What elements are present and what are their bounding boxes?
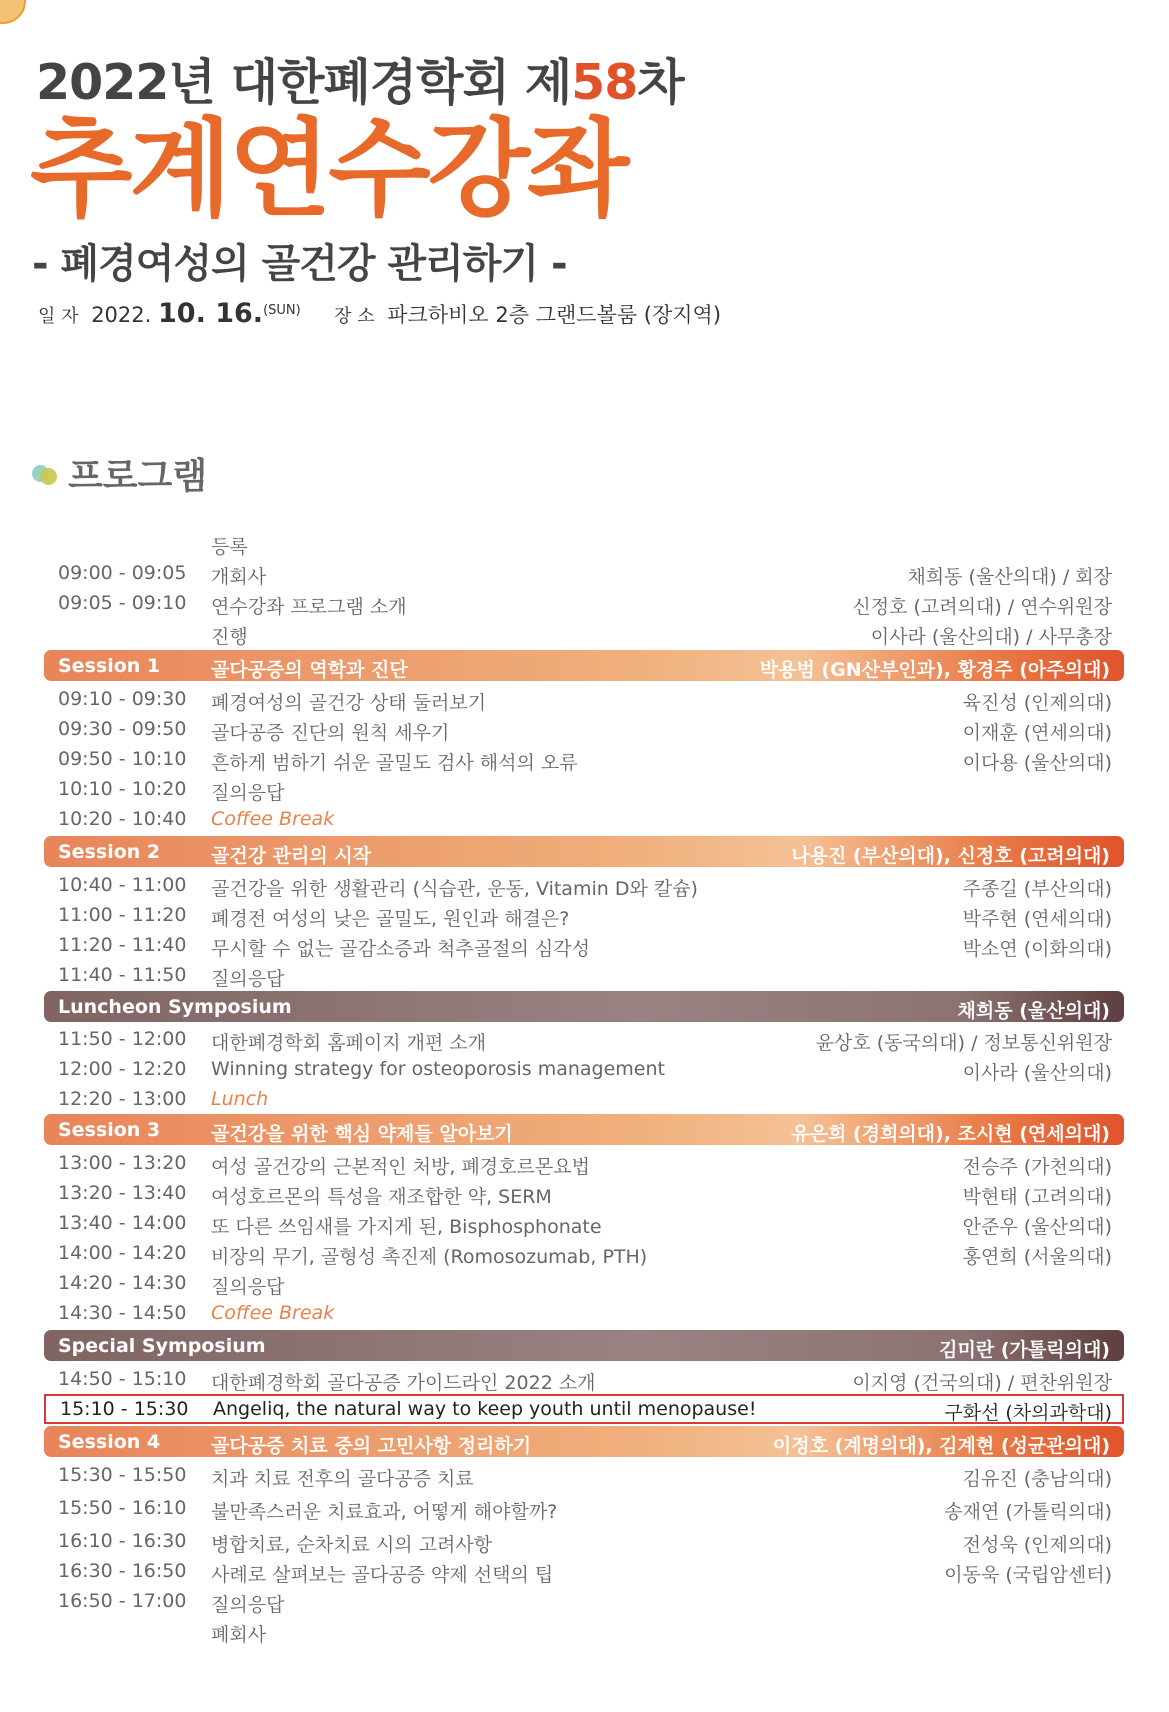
program-row	[44, 618, 1124, 648]
program-row	[44, 900, 1124, 930]
row-title: 골건강을 위한 생활관리 (식습관, 운동, Vitamin D와 칼슘)	[211, 878, 698, 900]
bullet-dots-icon	[32, 463, 60, 485]
row-title: 질의응답	[211, 1276, 285, 1298]
subtitle: - 폐경여성의 골건강 관리하기 -	[32, 241, 567, 287]
program-row	[44, 528, 1124, 558]
row-speaker: 이사라 (울산의대) / 사무총장	[870, 626, 1112, 648]
row-time: 10:40 - 11:00	[58, 874, 187, 896]
row-title: 흔하게 범하기 쉬운 골밀도 검사 해석의 오류	[211, 752, 578, 774]
row-title: 사례로 살펴보는 골다공증 약제 선택의 팁	[211, 1564, 554, 1586]
row-time: 11:20 - 11:40	[58, 934, 187, 956]
row-time: 11:40 - 11:50	[58, 964, 187, 986]
program-row	[44, 1298, 1124, 1328]
session-chairs: 김미란 (가톨릭의대)	[939, 1339, 1110, 1361]
session-theme: 골건강을 위한 핵심 약제들 알아보기	[211, 1123, 513, 1145]
row-time: 10:10 - 10:20	[58, 778, 187, 800]
row-speaker: 이동욱 (국립암센터)	[944, 1564, 1112, 1586]
row-speaker: 채희동 (울산의대) / 회장	[907, 566, 1112, 588]
session-name: Session 3	[58, 1119, 161, 1141]
row-title: 폐경전 여성의 낮은 골밀도, 원인과 해결은?	[211, 908, 570, 930]
program-row	[44, 1178, 1124, 1208]
row-time: 16:30 - 16:50	[58, 1560, 187, 1582]
row-time: 09:05 - 09:10	[58, 592, 187, 614]
session-theme: 골건강 관리의 시작	[211, 845, 372, 867]
row-title: 진행	[211, 626, 248, 648]
row-title: 폐회사	[211, 1624, 267, 1646]
row-title: 비장의 무기, 골형성 촉진제 (Romosozumab, PTH)	[211, 1246, 648, 1268]
event-title: 2022년 대한폐경학회 제58차	[36, 54, 684, 111]
program-row	[44, 774, 1124, 804]
session-chairs: 이정호 (계명의대), 김계현 (성균관의대)	[772, 1435, 1110, 1457]
row-title: 질의응답	[211, 1594, 285, 1616]
row-speaker: 박소연 (이화의대)	[962, 938, 1112, 960]
row-title: Coffee Break	[211, 1302, 335, 1324]
row-speaker: 전성욱 (인제의대)	[962, 1534, 1112, 1556]
row-speaker: 주종길 (부산의대)	[962, 878, 1112, 900]
row-speaker: 이재훈 (연세의대)	[962, 722, 1112, 744]
session-name: Session 2	[58, 841, 161, 863]
program-row	[44, 870, 1124, 900]
row-title: 무시할 수 없는 골감소증과 척추골절의 심각성	[211, 938, 590, 960]
program-row	[44, 804, 1124, 834]
session-header	[44, 991, 1124, 1022]
session-chairs: 유은희 (경희의대), 조시현 (연세의대)	[791, 1123, 1110, 1145]
row-time: 09:10 - 09:30	[58, 688, 187, 710]
row-time: 10:20 - 10:40	[58, 808, 187, 830]
row-title: 대한폐경학회 골다공증 가이드라인 2022 소개	[211, 1372, 596, 1394]
row-title: 연수강좌 프로그램 소개	[211, 596, 407, 618]
row-title: 여성 골건강의 근본적인 처방, 폐경호르몬요법	[211, 1156, 590, 1178]
highlighted-program-row	[44, 1394, 1124, 1424]
program-row	[44, 930, 1124, 960]
row-time: 16:50 - 17:00	[58, 1590, 187, 1612]
row-speaker: 전승주 (가천의대)	[962, 1156, 1112, 1178]
program-row	[44, 1024, 1124, 1054]
row-title: 또 다른 쓰임새를 가지게 된, Bisphosphonate	[211, 1216, 602, 1238]
row-speaker: 박현태 (고려의대)	[962, 1186, 1112, 1208]
row-time: 11:50 - 12:00	[58, 1028, 187, 1050]
row-title: 질의응답	[211, 968, 285, 990]
date-venue-line	[38, 298, 721, 329]
row-title: Coffee Break	[211, 808, 335, 830]
row-speaker: 윤상호 (동국의대) / 정보통신위원장	[815, 1032, 1112, 1054]
program-row	[44, 1148, 1124, 1178]
row-time: 14:50 - 15:10	[58, 1368, 187, 1390]
session-name: Special Symposium	[58, 1335, 266, 1357]
program-row	[44, 714, 1124, 744]
row-speaker: 안준우 (울산의대)	[962, 1216, 1112, 1238]
program-row	[44, 960, 1124, 990]
program-row	[44, 1084, 1124, 1114]
venue: 파크하비오 2층 그랜드볼룸 (장지역)	[387, 303, 722, 327]
row-time: 16:10 - 16:30	[58, 1530, 187, 1552]
row-title: 질의응답	[211, 782, 285, 804]
row-time: 14:30 - 14:50	[58, 1302, 187, 1324]
row-speaker: 이다용 (울산의대)	[962, 752, 1112, 774]
row-title: Winning strategy for osteoporosis management	[211, 1058, 665, 1080]
row-speaker: 신정호 (고려의대) / 연수위원장	[852, 596, 1112, 618]
row-time: 14:20 - 14:30	[58, 1272, 187, 1294]
session-chairs: 나용진 (부산의대), 신정호 (고려의대)	[791, 845, 1110, 867]
row-speaker: 홍연희 (서울의대)	[962, 1246, 1112, 1268]
row-time: 09:00 - 09:05	[58, 562, 187, 584]
session-chairs: 박용범 (GN산부인과), 황경주 (아주의대)	[759, 659, 1110, 681]
row-title: Lunch	[211, 1088, 269, 1110]
program-row	[44, 684, 1124, 714]
program-row	[44, 744, 1124, 774]
program-row	[44, 1460, 1124, 1490]
row-time: 15:50 - 16:10	[58, 1497, 187, 1519]
program-row	[44, 1268, 1124, 1298]
session-header	[44, 1114, 1124, 1145]
program-row	[44, 1526, 1124, 1556]
row-time: 14:00 - 14:20	[58, 1242, 187, 1264]
session-theme: 골다공증 치료 중의 고민사항 정리하기	[211, 1435, 532, 1457]
row-title: 등록	[211, 536, 248, 558]
session-header	[44, 1330, 1124, 1361]
program-heading	[32, 448, 207, 499]
row-speaker: 육진성 (인제의대)	[962, 692, 1112, 714]
row-speaker: 이사라 (울산의대)	[962, 1062, 1112, 1084]
row-title: 여성호르몬의 특성을 재조합한 약, SERM	[211, 1186, 552, 1208]
program-heading-text: 프로그램	[68, 456, 208, 497]
program-row	[44, 1208, 1124, 1238]
row-title: 치과 치료 전후의 골다공증 치료	[211, 1468, 474, 1490]
program-row	[44, 588, 1124, 618]
row-speaker: 송재연 (가톨릭의대)	[944, 1501, 1112, 1523]
event-number: 58	[571, 54, 638, 111]
row-time: 12:00 - 12:20	[58, 1058, 187, 1080]
session-name: Luncheon Symposium	[58, 996, 292, 1018]
row-title: Angeliq, the natural way to keep youth until menopause!	[213, 1398, 757, 1420]
date-year: 2022.	[91, 303, 152, 327]
row-title: 병합치료, 순차치료 시의 고려사항	[211, 1534, 493, 1556]
row-title: 개회사	[211, 566, 267, 588]
corner-decoration	[0, 0, 26, 24]
session-name: Session 4	[58, 1431, 161, 1453]
row-time: 11:00 - 11:20	[58, 904, 187, 926]
row-time: 15:30 - 15:50	[58, 1464, 187, 1486]
program-row	[44, 1586, 1124, 1616]
program-row	[44, 1054, 1124, 1084]
session-header	[44, 1426, 1124, 1457]
program-row	[44, 1556, 1124, 1586]
row-time: 09:30 - 09:50	[58, 718, 187, 740]
row-title: 불만족스러운 치료효과, 어떻게 해야할까?	[211, 1501, 558, 1523]
row-speaker: 김유진 (충남의대)	[962, 1468, 1112, 1490]
row-speaker: 박주현 (연세의대)	[962, 908, 1112, 930]
row-time: 15:10 - 15:30	[60, 1398, 189, 1420]
program-row	[44, 1364, 1124, 1394]
session-header	[44, 836, 1124, 867]
date-monthday: 10. 16.	[158, 298, 264, 329]
date-label: 일 자	[38, 306, 79, 327]
session-chairs: 채희동 (울산의대)	[957, 1000, 1110, 1022]
program-row	[44, 1238, 1124, 1268]
session-theme: 골다공증의 역학과 진단	[211, 659, 408, 681]
row-title: 폐경여성의 골건강 상태 둘러보기	[211, 692, 487, 714]
row-speaker: 구화선 (차의과학대)	[944, 1402, 1112, 1424]
program-row	[44, 1616, 1124, 1646]
session-header	[44, 650, 1124, 681]
program-row	[44, 1493, 1124, 1523]
row-time: 13:40 - 14:00	[58, 1212, 187, 1234]
program-row	[44, 558, 1124, 588]
row-time: 13:00 - 13:20	[58, 1152, 187, 1174]
row-time: 12:20 - 13:00	[58, 1088, 187, 1110]
venue-label: 장 소	[334, 306, 375, 327]
main-title: 추계연수강좌	[30, 108, 627, 231]
row-time: 09:50 - 10:10	[58, 748, 187, 770]
session-name: Session 1	[58, 655, 161, 677]
row-time: 13:20 - 13:40	[58, 1182, 187, 1204]
row-title: 골다공증 진단의 원칙 세우기	[211, 722, 450, 744]
row-title: 대한폐경학회 홈페이지 개편 소개	[211, 1032, 487, 1054]
date-weekday: (SUN)	[263, 303, 301, 318]
row-speaker: 이지영 (건국의대) / 편찬위원장	[852, 1372, 1112, 1394]
